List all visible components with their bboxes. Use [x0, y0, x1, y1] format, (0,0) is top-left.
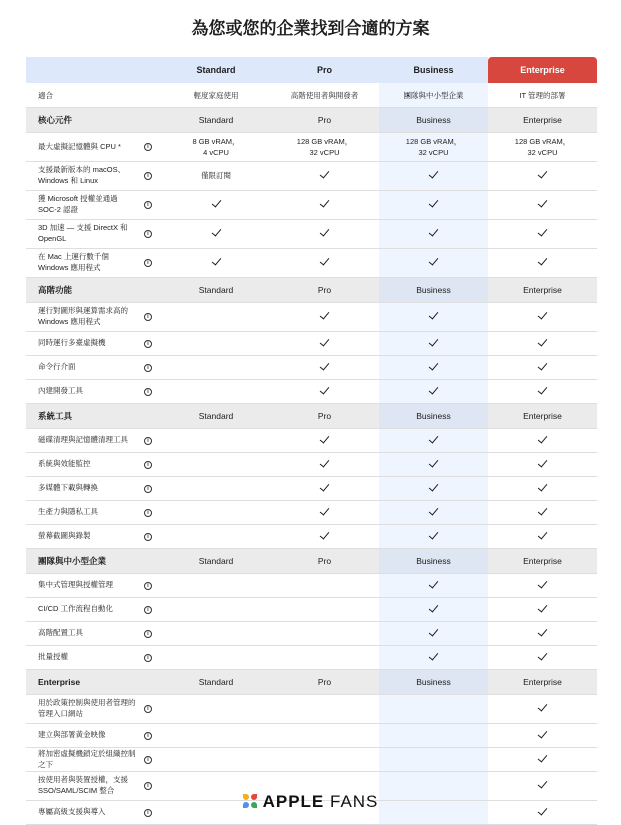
feature-label: 批量授權: [38, 652, 68, 662]
section-title: Enterprise: [26, 670, 162, 695]
feature-cell-pro: [270, 249, 379, 278]
feature-cell: [26, 748, 162, 772]
feature-cell-business: [379, 162, 488, 191]
checkmark-icon: [538, 310, 548, 320]
checkmark-icon: [538, 360, 548, 370]
feature-cell-pro: [270, 356, 379, 380]
feature-cell-business: [379, 574, 488, 598]
header-empty-cell: [26, 57, 162, 83]
checkmark-icon: [320, 481, 330, 491]
feature-cell-pro: [270, 162, 379, 191]
info-icon[interactable]: i: [144, 201, 152, 209]
feature-cell-business: [379, 429, 488, 453]
feature-cell-enterprise: [488, 191, 597, 220]
feature-label: 螢幕截圖與錄製: [38, 531, 91, 541]
feature-label: 獲 Microsoft 授權並通過 SOC-2 認證: [38, 194, 118, 214]
feature-cell: [26, 356, 162, 380]
checkmark-icon: [429, 481, 439, 491]
feature-cell-pro: [270, 220, 379, 249]
suitable-for-standard: 輕度家庭使用: [162, 83, 270, 108]
section-plan-pro: Pro: [270, 108, 379, 133]
feature-cell-standard: [162, 380, 270, 404]
feature-cell: [26, 429, 162, 453]
checkmark-icon: [429, 602, 439, 612]
feature-cell: [26, 622, 162, 646]
section-plan-standard: Standard: [162, 404, 270, 429]
feature-cell-pro: [270, 622, 379, 646]
feature-cell-enterprise: [488, 695, 597, 724]
checkmark-icon: [211, 227, 221, 237]
feature-label: 按使用者與裝置授權，支援 SSO/SAML/SCIM 整合: [38, 775, 128, 795]
feature-cell-business: [379, 303, 488, 332]
feature-cell: [26, 501, 162, 525]
checkmark-icon: [538, 336, 548, 346]
feature-label: 支援最新版本的 macOS、Windows 和 Linux: [38, 165, 126, 185]
feature-label: 磁碟清理與記憶體清理工具: [38, 435, 128, 445]
info-icon[interactable]: i: [144, 461, 152, 469]
section-header-row: [26, 404, 597, 429]
feature-cell-enterprise: [488, 303, 597, 332]
feature-label: 多媒體下載與轉換: [38, 483, 98, 493]
section-plan-enterprise: Enterprise: [488, 404, 597, 429]
section-plan-standard: Standard: [162, 108, 270, 133]
feature-row: [26, 220, 597, 249]
feature-value: 128 GB vRAM， 32 vCPU: [296, 136, 353, 157]
feature-row: [26, 525, 597, 549]
feature-cell-business: [379, 724, 488, 748]
checkmark-icon: [538, 728, 548, 738]
checkmark-icon: [429, 256, 439, 266]
checkmark-icon: [538, 227, 548, 237]
checkmark-icon: [538, 702, 548, 712]
info-icon[interactable]: i: [144, 485, 152, 493]
feature-label: 在 Mac 上運行數千個 Windows 應用程式: [38, 252, 109, 272]
feature-cell-pro: [270, 429, 379, 453]
feature-row: [26, 429, 597, 453]
suitable-for-label: 適合: [26, 83, 162, 108]
feature-label: 系統與效能監控: [38, 459, 91, 469]
checkmark-icon: [538, 457, 548, 467]
feature-cell-enterprise: [488, 249, 597, 278]
feature-cell: [26, 162, 162, 191]
feature-cell: [26, 598, 162, 622]
info-icon[interactable]: i: [144, 705, 152, 713]
checkmark-icon: [538, 650, 548, 660]
feature-cell-enterprise: [488, 622, 597, 646]
suitable-for-enterprise: IT 管理的部署: [488, 83, 597, 108]
section-plan-business: Business: [379, 278, 488, 303]
info-icon[interactable]: i: [144, 364, 152, 372]
feature-cell-pro: [270, 191, 379, 220]
feature-cell-enterprise: [488, 380, 597, 404]
checkmark-icon: [320, 256, 330, 266]
feature-cell-pro: [270, 748, 379, 772]
feature-label: 專屬高級支援與導入: [38, 807, 106, 817]
checkmark-icon: [429, 198, 439, 208]
section-plan-pro: Pro: [270, 278, 379, 303]
checkmark-icon: [429, 578, 439, 588]
checkmark-icon: [429, 650, 439, 660]
section-header-row: [26, 278, 597, 303]
checkmark-icon: [538, 578, 548, 588]
feature-cell-standard: [162, 356, 270, 380]
clover-logo-icon: [243, 794, 257, 808]
checkmark-icon: [538, 169, 548, 179]
section-plan-standard: Standard: [162, 670, 270, 695]
feature-cell-standard: [162, 332, 270, 356]
section-header-row: [26, 549, 597, 574]
checkmark-icon: [320, 433, 330, 443]
feature-cell-business: [379, 380, 488, 404]
feature-label: 運行對圖形與運算需求高的 Windows 應用程式: [38, 306, 128, 326]
feature-cell-business: [379, 622, 488, 646]
section-title: 核心元件: [26, 108, 162, 133]
checkmark-icon: [320, 360, 330, 370]
feature-cell: [26, 332, 162, 356]
feature-cell-enterprise: [488, 598, 597, 622]
feature-cell-pro: [270, 303, 379, 332]
feature-cell: [26, 453, 162, 477]
info-icon[interactable]: i: [144, 340, 152, 348]
checkmark-icon: [538, 256, 548, 266]
checkmark-icon: [320, 336, 330, 346]
feature-cell: [26, 525, 162, 549]
feature-cell-pro: [270, 453, 379, 477]
feature-cell-enterprise: [488, 646, 597, 670]
checkmark-icon: [211, 198, 221, 208]
info-icon[interactable]: i: [144, 509, 152, 517]
section-plan-enterprise: Enterprise: [488, 278, 597, 303]
feature-cell-standard: [162, 162, 270, 191]
feature-row: [26, 598, 597, 622]
section-header-row: [26, 108, 597, 133]
section-plan-business: Business: [379, 549, 488, 574]
feature-cell-standard: [162, 724, 270, 748]
checkmark-icon: [429, 310, 439, 320]
feature-cell-pro: [270, 574, 379, 598]
feature-cell-enterprise: [488, 525, 597, 549]
info-icon[interactable]: i: [144, 582, 152, 590]
checkmark-icon: [429, 529, 439, 539]
info-icon[interactable]: i: [144, 533, 152, 541]
feature-cell-enterprise: [488, 574, 597, 598]
feature-label: CI/CD 工作流程自動化: [38, 604, 113, 614]
section-header-row: [26, 670, 597, 695]
feature-row: [26, 162, 597, 191]
checkmark-icon: [538, 752, 548, 762]
section-plan-business: Business: [379, 404, 488, 429]
feature-cell: [26, 574, 162, 598]
checkmark-icon: [429, 384, 439, 394]
feature-label: 3D 加速 — 支援 DirectX 和 OpenGL: [38, 223, 128, 243]
feature-row: [26, 303, 597, 332]
section-plan-pro: Pro: [270, 670, 379, 695]
feature-cell-standard: [162, 220, 270, 249]
checkmark-icon: [538, 384, 548, 394]
checkmark-icon: [429, 505, 439, 515]
feature-cell-enterprise: [488, 748, 597, 772]
feature-label: 內建開發工具: [38, 386, 83, 396]
feature-cell-pro: [270, 646, 379, 670]
feature-row: [26, 249, 597, 278]
checkmark-icon: [320, 310, 330, 320]
feature-row: [26, 133, 597, 162]
page-title: 為您或您的企業找到合適的方案: [191, 19, 430, 38]
checkmark-icon: [429, 626, 439, 636]
section-plan-business: Business: [379, 670, 488, 695]
plan-header-pro: Pro: [270, 57, 379, 83]
feature-value: 8 GB vRAM， 4 vCPU: [192, 136, 240, 157]
feature-cell-business: [379, 356, 488, 380]
feature-row: [26, 477, 597, 501]
feature-cell-standard: [162, 525, 270, 549]
feature-row: [26, 724, 597, 748]
suitable-for-business: 團隊與中小型企業: [379, 83, 488, 108]
feature-cell-enterprise: [488, 724, 597, 748]
applefans-watermark: [0, 792, 621, 812]
feature-cell-enterprise: [488, 356, 597, 380]
feature-cell: [26, 133, 162, 162]
watermark-light: FANS: [330, 792, 379, 811]
feature-row: [26, 380, 597, 404]
feature-cell-business: [379, 646, 488, 670]
feature-label: 最大虛擬記憶體與 CPU *: [38, 141, 121, 151]
info-icon[interactable]: i: [144, 172, 152, 180]
info-icon[interactable]: i: [144, 313, 152, 321]
feature-cell: [26, 220, 162, 249]
section-plan-enterprise: Enterprise: [488, 670, 597, 695]
section-plan-standard: Standard: [162, 278, 270, 303]
info-icon[interactable]: i: [144, 259, 152, 267]
feature-cell-business: [379, 453, 488, 477]
feature-cell-pro: [270, 332, 379, 356]
feature-row: [26, 574, 597, 598]
checkmark-icon: [211, 256, 221, 266]
info-icon[interactable]: i: [144, 388, 152, 396]
feature-cell-enterprise: [488, 220, 597, 249]
checkmark-icon: [320, 169, 330, 179]
feature-cell-pro: [270, 724, 379, 748]
checkmark-icon: [320, 457, 330, 467]
checkmark-icon: [538, 779, 548, 789]
plan-header-enterprise: Enterprise: [488, 57, 597, 83]
feature-row: [26, 646, 597, 670]
section-plan-pro: Pro: [270, 549, 379, 574]
section-plan-enterprise: Enterprise: [488, 549, 597, 574]
feature-row: [26, 332, 597, 356]
feature-cell-business: [379, 133, 488, 162]
feature-label: 生產力與隱私工具: [38, 507, 98, 517]
checkmark-icon: [429, 169, 439, 179]
checkmark-icon: [538, 505, 548, 515]
feature-cell-standard: [162, 646, 270, 670]
plan-header-standard: Standard: [162, 57, 270, 83]
feature-cell-pro: [270, 525, 379, 549]
info-icon[interactable]: i: [144, 437, 152, 445]
feature-cell-standard: [162, 477, 270, 501]
section-title: 系統工具: [26, 404, 162, 429]
feature-cell-pro: [270, 695, 379, 724]
feature-cell-standard: [162, 249, 270, 278]
suitable-for-pro: 高階使用者與開發者: [270, 83, 379, 108]
checkmark-icon: [538, 626, 548, 636]
feature-label: 同時運行多臺虛擬機: [38, 338, 106, 348]
feature-cell-business: [379, 598, 488, 622]
feature-label: 命令行介面: [38, 362, 76, 372]
feature-cell: [26, 477, 162, 501]
section-plan-enterprise: Enterprise: [488, 108, 597, 133]
section-plan-pro: Pro: [270, 404, 379, 429]
info-icon[interactable]: i: [144, 809, 152, 817]
feature-cell-pro: [270, 133, 379, 162]
info-icon[interactable]: i: [144, 606, 152, 614]
feature-cell: [26, 249, 162, 278]
info-icon[interactable]: i: [144, 732, 152, 740]
feature-cell: [26, 646, 162, 670]
checkmark-icon: [320, 198, 330, 208]
feature-label: 高階配置工具: [38, 628, 83, 638]
checkmark-icon: [429, 360, 439, 370]
plan-header-row: [26, 57, 597, 83]
feature-label: 集中式管理與授權管理: [38, 580, 113, 590]
info-icon[interactable]: i: [144, 756, 152, 764]
feature-cell-enterprise: [488, 477, 597, 501]
feature-cell-standard: [162, 133, 270, 162]
feature-cell-business: [379, 332, 488, 356]
section-title: 團隊與中小型企業: [26, 549, 162, 574]
feature-label: 建立與部署黃金映像: [38, 730, 106, 740]
section-plan-standard: Standard: [162, 549, 270, 574]
feature-cell-standard: [162, 453, 270, 477]
checkmark-icon: [320, 384, 330, 394]
feature-row: [26, 453, 597, 477]
checkmark-icon: [320, 227, 330, 237]
feature-cell: [26, 303, 162, 332]
feature-row: [26, 622, 597, 646]
feature-row: [26, 695, 597, 724]
feature-cell-standard: [162, 748, 270, 772]
feature-row: [26, 501, 597, 525]
plan-comparison-table: [26, 57, 597, 825]
feature-cell-business: [379, 695, 488, 724]
feature-cell-standard: [162, 695, 270, 724]
checkmark-icon: [429, 336, 439, 346]
feature-cell-business: [379, 748, 488, 772]
checkmark-icon: [538, 602, 548, 612]
feature-cell-business: [379, 191, 488, 220]
feature-cell-enterprise: [488, 429, 597, 453]
checkmark-icon: [429, 433, 439, 443]
feature-cell-business: [379, 501, 488, 525]
checkmark-icon: [538, 433, 548, 443]
feature-cell: [26, 724, 162, 748]
feature-cell-enterprise: [488, 332, 597, 356]
section-title: 高階功能: [26, 278, 162, 303]
feature-cell-business: [379, 525, 488, 549]
feature-value: 128 GB vRAM， 32 vCPU: [405, 136, 462, 157]
feature-cell-business: [379, 477, 488, 501]
feature-cell-pro: [270, 598, 379, 622]
feature-value: 僅限訂閱: [201, 171, 231, 181]
info-icon[interactable]: i: [144, 654, 152, 662]
checkmark-icon: [320, 529, 330, 539]
checkmark-icon: [538, 198, 548, 208]
feature-row: [26, 356, 597, 380]
feature-cell-enterprise: [488, 501, 597, 525]
feature-cell-standard: [162, 598, 270, 622]
section-plan-business: Business: [379, 108, 488, 133]
feature-cell-standard: [162, 501, 270, 525]
feature-cell-enterprise: [488, 133, 597, 162]
feature-cell-pro: [270, 501, 379, 525]
info-icon[interactable]: i: [144, 630, 152, 638]
feature-cell-standard: [162, 429, 270, 453]
info-icon[interactable]: i: [144, 782, 152, 790]
plan-header-business: Business: [379, 57, 488, 83]
info-icon[interactable]: i: [144, 143, 152, 151]
feature-label: 用於政策控制與使用者管理的管理入口網站: [38, 698, 136, 718]
feature-label: 將加密虛擬機鎖定於組織控制之下: [38, 748, 136, 769]
feature-row: [26, 191, 597, 220]
feature-cell-standard: [162, 303, 270, 332]
feature-cell-enterprise: [488, 453, 597, 477]
feature-cell: [26, 191, 162, 220]
feature-cell-pro: [270, 380, 379, 404]
feature-cell-business: [379, 249, 488, 278]
info-icon[interactable]: i: [144, 230, 152, 238]
checkmark-icon: [429, 457, 439, 467]
feature-value: 128 GB vRAM， 32 vCPU: [514, 136, 571, 157]
suitable-for-row: [26, 83, 597, 108]
checkmark-icon: [429, 227, 439, 237]
feature-cell-business: [379, 220, 488, 249]
feature-cell-standard: [162, 191, 270, 220]
feature-cell-standard: [162, 622, 270, 646]
feature-row: [26, 748, 597, 772]
feature-cell: [26, 380, 162, 404]
feature-cell-standard: [162, 574, 270, 598]
checkmark-icon: [538, 481, 548, 491]
feature-cell-enterprise: [488, 162, 597, 191]
checkmark-icon: [320, 505, 330, 515]
feature-cell-pro: [270, 477, 379, 501]
feature-cell: [26, 695, 162, 724]
watermark-bold: APPLE: [262, 792, 325, 811]
checkmark-icon: [538, 529, 548, 539]
